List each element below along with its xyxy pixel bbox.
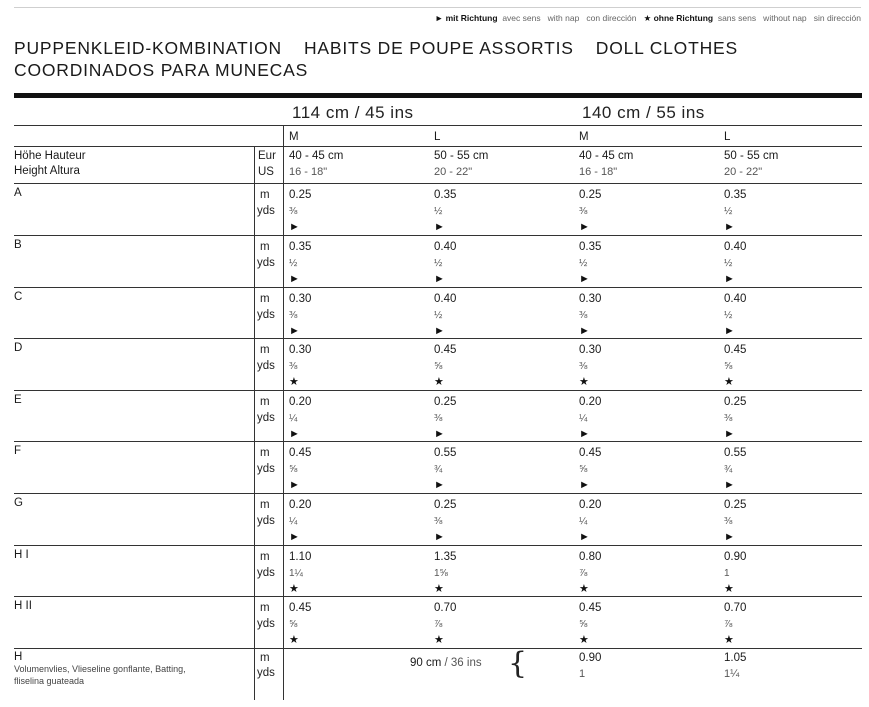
size-header: M (289, 131, 299, 143)
without-nap-star-icon: ★ (289, 583, 299, 595)
title-de: PUPPENKLEID-KOMBINATION (14, 38, 282, 58)
height-label-line1: Höhe Hauteur (14, 150, 86, 162)
with-nap-arrow-icon: ► (579, 325, 590, 337)
yards-value: ⅜ (579, 310, 588, 321)
unit-m: m (260, 241, 270, 253)
with-nap-arrow-icon: ► (434, 273, 445, 285)
meters-value: 0.30 (579, 293, 602, 305)
height-us-value: 16 - 18" (289, 166, 328, 178)
yards-value: ⅞ (724, 619, 733, 630)
yards-value: ⅜ (289, 361, 298, 372)
with-nap-arrow-icon: ► (434, 221, 445, 233)
row-divider (14, 235, 862, 236)
yards-value: ⅝ (289, 619, 298, 630)
with-nap-arrow-icon: ► (724, 221, 735, 233)
fabric-view-label: H I (14, 549, 29, 561)
row-divider (14, 441, 862, 442)
unit-yds: yds (257, 360, 275, 372)
meters-value: 0.20 (289, 396, 312, 408)
row-divider (14, 390, 862, 391)
fabric-view-label: B (14, 239, 22, 251)
with-nap-arrow-icon: ► (724, 273, 735, 285)
meters-value: 0.40 (434, 293, 457, 305)
title-es: COORDINADOS PARA MUNECAS (14, 60, 309, 80)
with-nap-label-other: avec sens with nap con dirección (502, 13, 637, 23)
yards-value: ⅜ (434, 516, 443, 527)
meters-value: 0.35 (434, 189, 457, 201)
row-divider (14, 493, 862, 494)
fabric-view-label: C (14, 291, 23, 303)
meters-value: 0.45 (434, 344, 457, 356)
interfacing-yards-value: 1 (579, 668, 586, 680)
yards-value: ⅜ (579, 361, 588, 372)
meters-value: 0.55 (434, 447, 457, 459)
meters-value: 0.25 (579, 189, 602, 201)
interfacing-width-ins: / 36 ins (441, 657, 482, 669)
page-title (14, 37, 854, 81)
without-nap-star-icon: ★ (434, 634, 444, 646)
interfacing-width-cm: 90 cm (410, 657, 442, 669)
with-nap-arrow-icon: ► (724, 428, 735, 440)
unit-yds: yds (257, 205, 275, 217)
without-nap-star-icon: ★ (724, 376, 734, 388)
yards-value: ⅝ (289, 464, 298, 475)
interfacing-meters-value: 1.05 (724, 652, 747, 664)
without-nap-star-icon: ★ (434, 583, 444, 595)
with-nap-arrow-icon: ► (724, 479, 735, 491)
with-nap-arrow-icon: ► (434, 531, 445, 543)
fabric-view-label: D (14, 342, 23, 354)
with-nap-arrow-icon: ► (434, 479, 445, 491)
unit-yds: yds (257, 412, 275, 424)
without-nap-star-icon: ★ (289, 634, 299, 646)
fabric-width-114: 114 cm / 45 ins (292, 103, 414, 122)
meters-value: 0.80 (579, 551, 602, 563)
with-nap-arrow-icon: ► (434, 13, 444, 23)
header-thick-rule (14, 93, 862, 98)
yards-value: ½ (434, 310, 443, 321)
fabric-view-label: G (14, 497, 23, 509)
meters-value: 0.70 (724, 602, 747, 614)
meters-value: 0.30 (579, 344, 602, 356)
value-column-divider (283, 125, 284, 700)
meters-value: 0.45 (289, 602, 312, 614)
yards-value: ½ (579, 258, 588, 269)
fabric-view-label: A (14, 187, 22, 199)
row-divider (14, 545, 862, 546)
row-divider (14, 596, 862, 597)
yards-value: ¾ (724, 464, 733, 475)
interfacing-note-line1: Volumenvlies, Vlieseline gonflante, Batting, (14, 664, 186, 674)
title-en: DOLL CLOTHES (595, 38, 738, 58)
without-nap-star-icon: ★ (434, 376, 444, 388)
without-nap-star-icon: ★ (289, 376, 299, 388)
with-nap-arrow-icon: ► (289, 428, 300, 440)
yards-value: ½ (724, 258, 733, 269)
with-nap-arrow-icon: ► (289, 479, 300, 491)
row-divider (14, 287, 862, 288)
yards-value: ¼ (289, 413, 298, 424)
height-label-line2: Height Altura (14, 165, 80, 177)
with-nap-arrow-icon: ► (289, 325, 300, 337)
top-rule (14, 7, 861, 8)
yards-value: ½ (434, 258, 443, 269)
meters-value: 0.25 (724, 396, 747, 408)
yards-value: ½ (724, 310, 733, 321)
interfacing-label: H (14, 651, 23, 663)
unit-m: m (260, 551, 270, 563)
without-nap-label-other: sans sens without nap sin dirección (717, 13, 861, 23)
yards-value: ⅞ (579, 568, 588, 579)
with-nap-arrow-icon: ► (434, 325, 445, 337)
unit-m: m (260, 189, 270, 201)
meters-value: 0.45 (579, 447, 602, 459)
unit-yds: yds (257, 618, 275, 630)
fabric-view-label: F (14, 445, 22, 457)
height-eur-value: 40 - 45 cm (289, 150, 344, 162)
height-us-value: 20 - 22" (724, 166, 763, 178)
without-nap-star-icon: ★ (724, 634, 734, 646)
yards-value: ⅜ (289, 310, 298, 321)
unit-yds: yds (257, 309, 275, 321)
without-nap-label-de: ohne Richtung (653, 13, 714, 23)
yards-value: ½ (289, 258, 298, 269)
meters-value: 0.25 (434, 499, 457, 511)
meters-value: 0.30 (289, 344, 312, 356)
meters-value: 0.45 (289, 447, 312, 459)
meters-value: 0.35 (579, 241, 602, 253)
with-nap-arrow-icon: ► (289, 531, 300, 543)
fabric-view-label: H II (14, 600, 32, 612)
with-nap-arrow-icon: ► (579, 221, 590, 233)
row-divider (14, 338, 862, 339)
height-us-value: 16 - 18" (579, 166, 618, 178)
without-nap-star-icon: ★ (579, 583, 589, 595)
without-nap-star-icon: ★ (579, 634, 589, 646)
curly-brace: { (508, 646, 528, 681)
unit-m: m (260, 447, 270, 459)
meters-value: 0.45 (579, 602, 602, 614)
meters-value: 0.20 (579, 499, 602, 511)
meters-value: 0.25 (434, 396, 457, 408)
with-nap-arrow-icon: ► (289, 273, 300, 285)
meters-value: 0.55 (724, 447, 747, 459)
row-divider (14, 125, 862, 126)
size-header: M (579, 131, 589, 143)
unit-m: m (260, 293, 270, 305)
yards-value: 1¼ (289, 568, 303, 579)
meters-value: 0.25 (289, 189, 312, 201)
unit-m: m (260, 602, 270, 614)
fabric-width-140: 140 cm / 55 ins (582, 103, 705, 122)
with-nap-arrow-icon: ► (434, 428, 445, 440)
size-header: L (434, 131, 441, 143)
meters-value: 0.20 (289, 499, 312, 511)
row-divider (14, 648, 862, 649)
height-eur-value: 50 - 55 cm (434, 150, 489, 162)
meters-value: 0.35 (289, 241, 312, 253)
with-nap-arrow-icon: ► (724, 325, 735, 337)
unit-us: US (258, 166, 274, 178)
yards-value: ⅝ (724, 361, 733, 372)
yards-value: ¼ (579, 516, 588, 527)
meters-value: 0.20 (579, 396, 602, 408)
yards-value: ⅝ (579, 464, 588, 475)
meters-value: 0.30 (289, 293, 312, 305)
meters-value: 1.10 (289, 551, 312, 563)
unit-yds: yds (257, 515, 275, 527)
unit-m: m (260, 652, 270, 664)
with-nap-arrow-icon: ► (289, 221, 300, 233)
yards-value: ⅜ (724, 413, 733, 424)
height-eur-value: 50 - 55 cm (724, 150, 779, 162)
unit-yds: yds (257, 567, 275, 579)
interfacing-width-note (410, 656, 482, 670)
row-divider (14, 183, 862, 184)
yards-value: ¼ (289, 516, 298, 527)
interfacing-meters-value: 0.90 (579, 652, 602, 664)
yards-value: ⅜ (434, 413, 443, 424)
yards-value: 1⅝ (434, 568, 448, 579)
yards-value: ¾ (434, 464, 443, 475)
yards-value: ⅝ (434, 361, 443, 372)
title-fr: HABITS DE POUPE ASSORTIS (303, 38, 574, 58)
with-nap-arrow-icon: ► (579, 428, 590, 440)
yards-value: ⅜ (289, 206, 298, 217)
unit-yds: yds (257, 463, 275, 475)
with-nap-arrow-icon: ► (724, 531, 735, 543)
meters-value: 1.35 (434, 551, 457, 563)
yards-value: ½ (724, 206, 733, 217)
fabric-view-label: E (14, 394, 22, 406)
yards-value: ⅜ (724, 516, 733, 527)
row-divider (14, 146, 862, 147)
unit-m: m (260, 344, 270, 356)
meters-value: 0.45 (724, 344, 747, 356)
meters-value: 0.90 (724, 551, 747, 563)
with-nap-arrow-icon: ► (579, 273, 590, 285)
yards-value: ⅝ (579, 619, 588, 630)
yards-value: ½ (434, 206, 443, 217)
meters-value: 0.40 (434, 241, 457, 253)
interfacing-yards-value: 1¼ (724, 668, 740, 680)
unit-column-divider (254, 146, 255, 700)
with-nap-arrow-icon: ► (579, 479, 590, 491)
meters-value: 0.35 (724, 189, 747, 201)
meters-value: 0.25 (724, 499, 747, 511)
without-nap-star-icon: ★ (579, 376, 589, 388)
yards-value: ⅞ (434, 619, 443, 630)
height-us-value: 20 - 22" (434, 166, 473, 178)
height-eur-value: 40 - 45 cm (579, 150, 634, 162)
without-nap-star-icon: ★ (724, 583, 734, 595)
yards-value: 1 (724, 568, 730, 579)
yards-value: ¼ (579, 413, 588, 424)
without-nap-star-icon: ★ (643, 13, 652, 23)
interfacing-note-line2: fliselina guateada (14, 676, 85, 686)
meters-value: 0.40 (724, 241, 747, 253)
meters-value: 0.40 (724, 293, 747, 305)
nap-legend (435, 13, 861, 24)
unit-yds: yds (257, 667, 275, 679)
unit-eur: Eur (258, 150, 276, 162)
size-header: L (724, 131, 731, 143)
meters-value: 0.70 (434, 602, 457, 614)
with-nap-arrow-icon: ► (579, 531, 590, 543)
unit-m: m (260, 499, 270, 511)
unit-yds: yds (257, 257, 275, 269)
yards-value: ⅜ (579, 206, 588, 217)
unit-m: m (260, 396, 270, 408)
with-nap-label-de: mit Richtung (445, 13, 498, 23)
